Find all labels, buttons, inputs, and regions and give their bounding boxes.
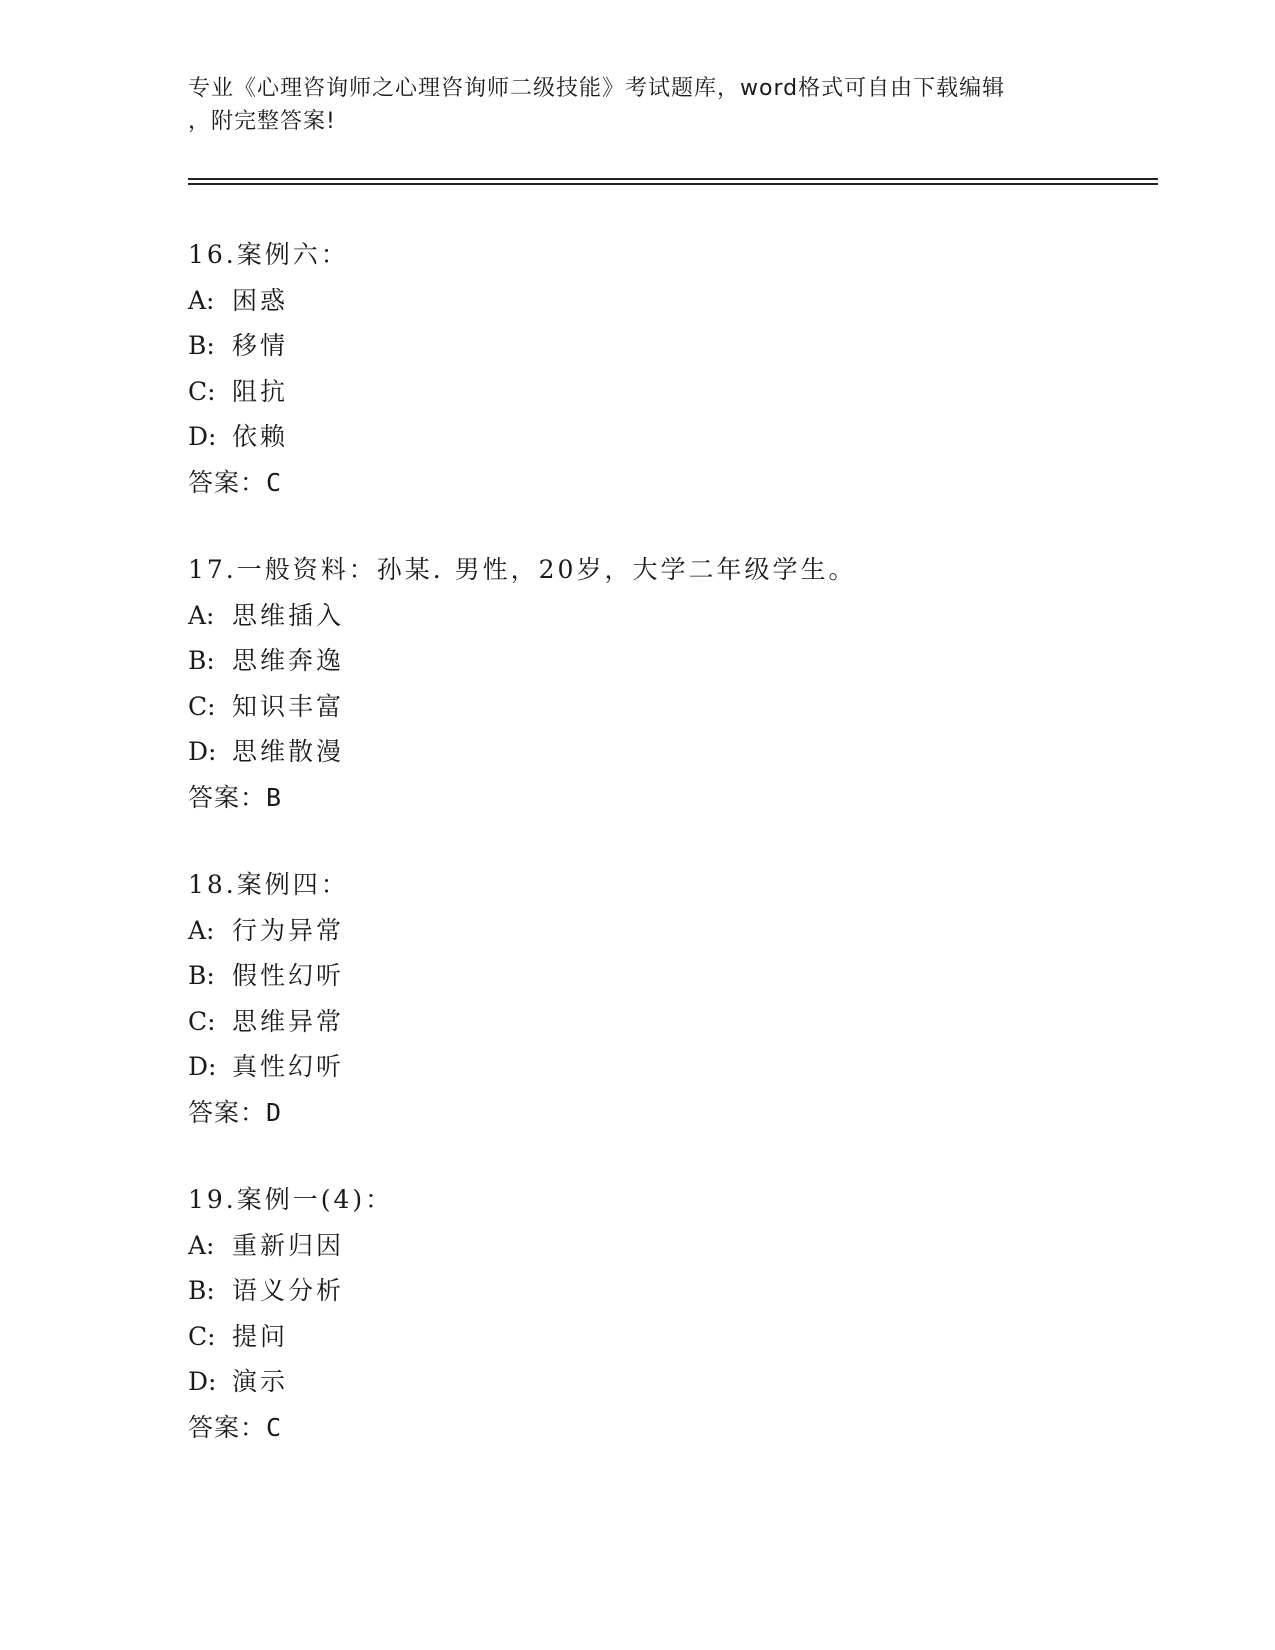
option-letter: D: xyxy=(188,1052,217,1081)
option-letter: D: xyxy=(188,422,217,451)
option-text: 思维散漫 xyxy=(232,737,345,766)
question-stem: 16.案例六： xyxy=(188,240,349,269)
option-text: 重新归因 xyxy=(232,1230,345,1260)
document-header xyxy=(188,72,1088,138)
option-c xyxy=(188,684,1138,730)
option-c xyxy=(188,369,1138,415)
header-divider-top xyxy=(188,178,1158,180)
answer-line xyxy=(188,775,1138,821)
option-text: 移情 xyxy=(232,331,289,360)
answer-value: D xyxy=(266,1097,283,1127)
option-letter: C: xyxy=(188,691,216,721)
option-text: 演示 xyxy=(232,1367,289,1396)
answer-line xyxy=(188,1405,1138,1451)
option-text: 困惑 xyxy=(232,285,289,315)
option-d xyxy=(188,1359,1138,1405)
option-b xyxy=(188,953,1138,999)
question-stem: 19.案例一(4)： xyxy=(188,1185,394,1214)
option-text: 依赖 xyxy=(232,422,289,451)
option-a xyxy=(188,593,1138,639)
answer-label: 答案： xyxy=(188,1097,267,1127)
option-d xyxy=(188,414,1138,460)
option-letter: C: xyxy=(188,1006,216,1036)
option-letter: B: xyxy=(188,646,215,675)
option-a xyxy=(188,1223,1138,1269)
option-b xyxy=(188,323,1138,369)
header-divider-bottom xyxy=(188,183,1158,185)
answer-value: B xyxy=(266,782,283,812)
option-letter: D: xyxy=(188,737,217,766)
option-a xyxy=(188,278,1138,324)
option-text: 语义分析 xyxy=(232,1276,345,1305)
option-text: 思维插入 xyxy=(232,600,345,630)
option-letter: B: xyxy=(188,331,215,360)
option-text: 思维奔逸 xyxy=(232,646,345,675)
option-text: 真性幻听 xyxy=(232,1052,345,1081)
option-d xyxy=(188,1044,1138,1090)
option-text: 假性幻听 xyxy=(232,961,345,990)
question-stem: 17.一般资料：孙某. 男性，20岁，大学二年级学生。 xyxy=(188,555,857,584)
option-a xyxy=(188,908,1138,954)
option-letter: A: xyxy=(188,915,215,945)
question-16 xyxy=(188,232,1138,505)
question-17 xyxy=(188,547,1138,820)
option-text: 阻抗 xyxy=(232,376,289,406)
option-letter: A: xyxy=(188,285,215,315)
answer-line xyxy=(188,460,1138,506)
header-line-2: ，附完整答案! xyxy=(188,109,336,134)
option-letter: C: xyxy=(188,1321,216,1351)
option-letter: A: xyxy=(188,600,215,630)
option-letter: B: xyxy=(188,961,215,990)
option-c xyxy=(188,999,1138,1045)
answer-label: 答案： xyxy=(188,467,267,497)
header-line-1: 专业《心理咨询师之心理咨询师二级技能》考试题库，word格式可自由下载编辑 xyxy=(188,76,1006,101)
question-19 xyxy=(188,1177,1138,1450)
answer-value: C xyxy=(266,467,283,497)
answer-line xyxy=(188,1090,1138,1136)
option-letter: C: xyxy=(188,376,216,406)
option-letter: D: xyxy=(188,1367,217,1396)
option-text: 提问 xyxy=(232,1321,289,1351)
answer-label: 答案： xyxy=(188,782,267,812)
option-letter: A: xyxy=(188,1230,215,1260)
option-c xyxy=(188,1314,1138,1360)
option-text: 思维异常 xyxy=(232,1006,345,1036)
option-letter: B: xyxy=(188,1276,215,1305)
answer-label: 答案： xyxy=(188,1412,267,1442)
option-b xyxy=(188,1268,1138,1314)
option-b xyxy=(188,638,1138,684)
option-text: 行为异常 xyxy=(232,915,345,945)
option-d xyxy=(188,729,1138,775)
option-text: 知识丰富 xyxy=(232,691,345,721)
question-18 xyxy=(188,862,1138,1135)
question-stem: 18.案例四： xyxy=(188,870,349,899)
answer-value: C xyxy=(266,1412,283,1442)
